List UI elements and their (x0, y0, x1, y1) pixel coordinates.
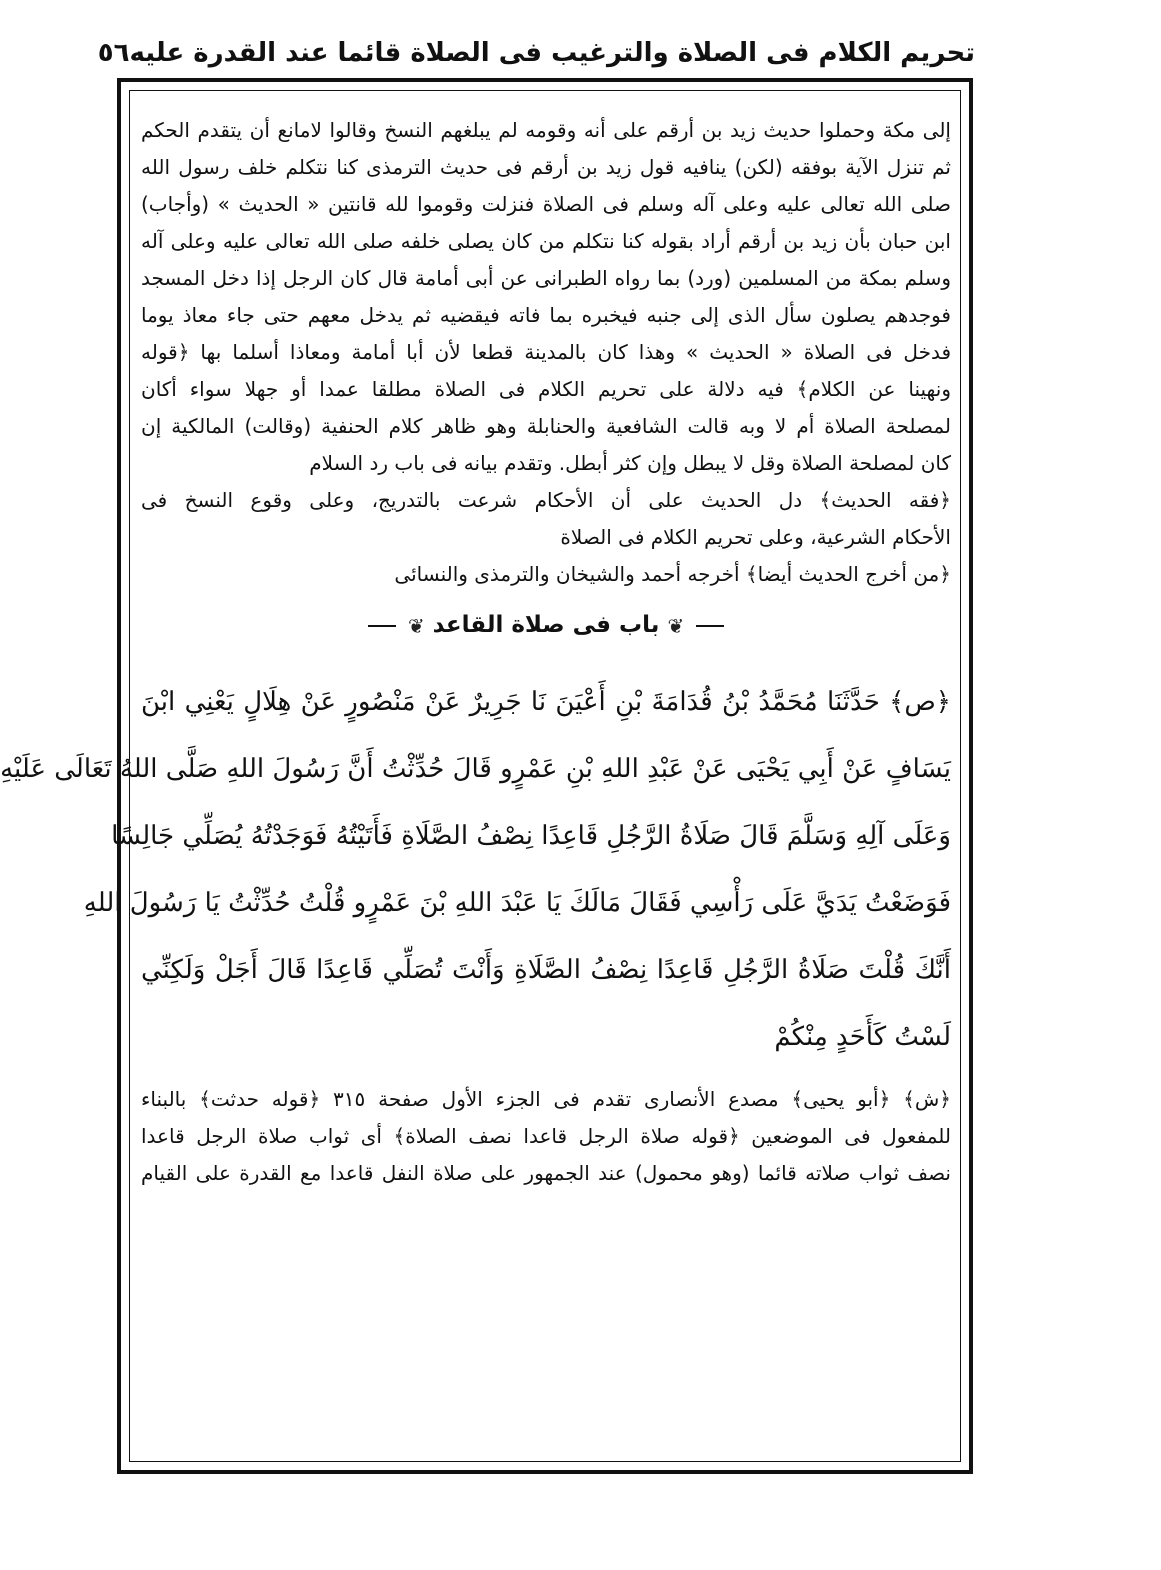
ornament-icon: ❦ (667, 613, 685, 638)
commentary-line: ونهينا عن الكلام﴾ فيه دلالة على تحريم الكلام فى الصلاة مطلقا عمدا أو جهلا سواء أكان (141, 377, 951, 401)
heading-rule (368, 625, 396, 627)
commentary-line: للمفعول فى الموضعين ﴿قوله صلاة الرجل قاعدا نصف الصلاة﴾ أى ثواب صلاة الرجل قاعدا (141, 1124, 951, 1148)
commentary-line: ﴿من أخرج الحديث أيضا﴾ أخرجه أحمد والشيخان والترمذى والنسائى (394, 562, 951, 586)
commentary-top (141, 112, 951, 593)
running-title: تحريم الكلام فى الصلاة والترغيب فى الصلاة قائما عند القدرة عليه (129, 38, 975, 68)
commentary-line: لمصلحة الصلاة أم لا وبه قالت الشافعية والحنابلة وهو ظاهر كلام الحنفية (وقالت) المالكية إن (141, 414, 951, 438)
commentary-line: ابن حبان بأن زيد بن أرقم أراد بقوله كنا نتكلم من كان يصلى خلفه صلى الله تعالى عليه وعلى آله (141, 229, 951, 253)
commentary-line: ﴿فقه الحديث﴾ دل الحديث على أن الأحكام شرعت بالتدريج، وعلى وقوع النسخ فى (141, 488, 951, 512)
commentary-line: ﴿ش﴾ ﴿أبو يحيى﴾ مصدع الأنصارى تقدم فى الجزء الأول صفحة ٣١٥ ﴿قوله حدثت﴾ بالبناء (141, 1087, 952, 1111)
commentary-line: إلى مكة وحملوا حديث زيد بن أرقم على أنه وقومه لم يبلغهم النسخ وقالوا لامانع أن يتقدم الحكم (141, 118, 951, 142)
hadith-line: أَنَّكَ قُلْتَ صَلَاةُ الرَّجُلِ قَاعِدًا نِصْفُ الصَّلَاةِ وَأَنْتَ تُصَلِّي قَاعِدًا قَالَ أَجَلْ وَلَكِنِّي (141, 955, 951, 985)
commentary-line: ثم تنزل الآية بوفقه (لكن) ينافيه قول زيد بن أرقم فى حديث الترمذى كنا نتكلم خلف رسول الله (141, 155, 951, 179)
section-heading-text: باب فى صلاة القاعد (432, 612, 660, 638)
page-header (97, 28, 975, 78)
hadith-line: يَسَافٍ عَنْ أَبِي يَحْيَى عَنْ عَبْدِ اللهِ بْنِ عَمْرٍو قَالَ حُدِّثْتُ أَنَّ رَسُولَ اللهِ صَلَّى اللهُ تَعَالَى عَلَيْهِ (0, 754, 951, 784)
section-heading (141, 593, 951, 657)
ornament-icon: ❦ (407, 613, 425, 638)
commentary-bottom (141, 1081, 951, 1192)
commentary-line: فوجدهم يصلون سأل الذى إلى جنبه فيخبره بما فاته فيقضيه ثم يدخل معهم حتى جاء معاذ يوما (141, 303, 951, 327)
hadith-text (0, 669, 951, 1071)
commentary-line: وسلم بمكة من المسلمين (ورد) بما رواه الطبرانى عن أبى أمامة قال كان الرجل إذا دخل المسجد (141, 266, 951, 290)
hadith-line: ﴿ص﴾ حَدَّثَنَا مُحَمَّدُ بْنُ قُدَامَةَ بْنِ أَعْيَنَ نَا جَرِيرٌ عَنْ مَنْصُورٍ عَنْ هِلَالٍ يَعْنِي ابْنَ (141, 687, 951, 717)
hadith-line: لَسْتُ كَأَحَدٍ مِنْكُمْ (774, 1022, 951, 1052)
page-number: ٥٦ (97, 38, 130, 68)
commentary-line: الأحكام الشرعية، وعلى تحريم الكلام فى الصلاة (560, 525, 951, 549)
hadith-line: وَعَلَى آلِهِ وَسَلَّمَ قَالَ صَلَاةُ الرَّجُلِ قَاعِدًا نِصْفُ الصَّلَاةِ فَأَتَيْتُهُ فَوَجَدْتُهُ يُصَلِّي جَالِسًا (111, 821, 951, 851)
heading-rule (696, 625, 724, 627)
commentary-line: صلى الله تعالى عليه وعلى آله وسلم فى الصلاة فنزلت وقوموا لله قانتين « الحديث » (وأجاب) (141, 192, 951, 216)
hadith-line: فَوَضَعْتُ يَدَيَّ عَلَى رَأْسِي فَقَالَ مَالَكَ يَا عَبْدَ اللهِ بْنَ عَمْرٍو قُلْتُ حُدِّثْتُ يَا رَسُولَ اللهِ (83, 888, 951, 918)
commentary-line: نصف ثواب صلاته قائما (وهو محمول) عند الجمهور على صلاة النفل قاعدا مع القدرة على القيام (141, 1161, 951, 1185)
commentary-line: كان لمصلحة الصلاة وقل لا يبطل وإن كثر أبطل. وتقدم بيانه فى باب رد السلام (309, 451, 951, 475)
commentary-line: فدخل فى الصلاة « الحديث » وهذا كان بالمدينة قطعا لأن أبا أمامة ومعاذا أسلما بها ﴿قوله (141, 340, 951, 364)
text-column (0, 112, 952, 1192)
